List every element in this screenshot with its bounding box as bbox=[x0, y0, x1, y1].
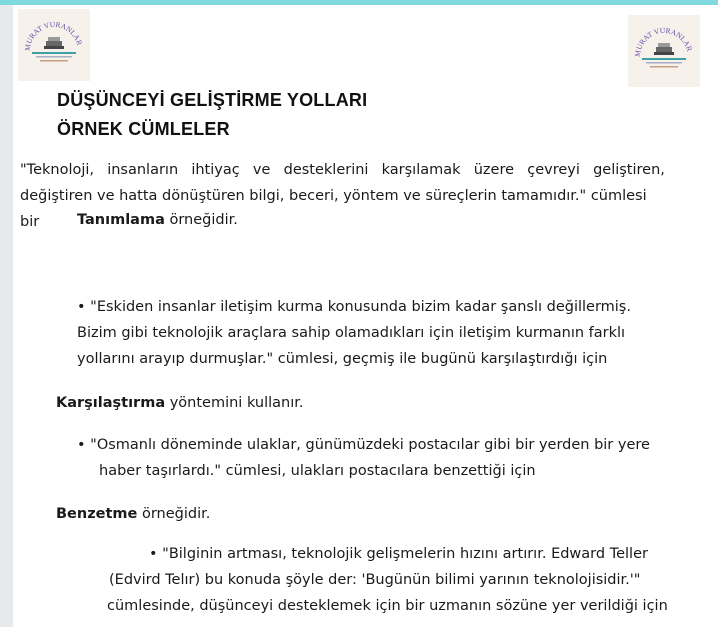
term-tanimlama: Tanımlama bbox=[77, 212, 165, 228]
p1-word: geliştiren, bbox=[593, 162, 665, 178]
p1-line-3 bbox=[77, 212, 238, 228]
logo-right bbox=[628, 15, 700, 87]
p1-word: insanların bbox=[107, 162, 179, 178]
heading-line-1: DÜŞÜNCEYİ GELİŞTİRME YOLLARI bbox=[57, 90, 368, 110]
heading-line-2: ÖRNEK CÜMLELER bbox=[57, 119, 230, 139]
p1-line-2: değiştiren ve hatta dönüştüren bilgi, beceri, yöntem ve süreçlerin tamamıdır." cümlesi bbox=[20, 188, 647, 204]
p1-line-3-start: bir bbox=[20, 214, 40, 230]
p1-word: "Teknoloji, bbox=[20, 162, 95, 178]
svg-text:MURAT VURANLAR: MURAT VURANLAR bbox=[632, 25, 695, 58]
logo-emblem-icon bbox=[22, 17, 86, 73]
document-page bbox=[13, 5, 718, 627]
p4-line-3: cümlesinde, düşünceyi desteklemek için bir uzmanın sözüne yer verildiği için bbox=[107, 598, 668, 614]
term-karsilastirma: Karşılaştırma bbox=[56, 395, 166, 411]
p1-result: örneğidir. bbox=[164, 212, 238, 228]
p1-line-1 bbox=[20, 162, 665, 178]
p3-line-2: haber taşırlardı." cümlesi, ulakları postacılara benzettiği için bbox=[99, 463, 536, 479]
svg-text:MURAT VURANLAR: MURAT VURANLAR bbox=[22, 19, 85, 52]
p1-word: üzere bbox=[473, 162, 515, 178]
p2-result: yöntemini kullanır. bbox=[165, 395, 304, 411]
p1-word: ihtiyaç bbox=[191, 162, 240, 178]
p1-word: desteklerini bbox=[283, 162, 369, 178]
p2-result-line bbox=[56, 395, 304, 411]
p1-word: ve bbox=[252, 162, 271, 178]
p3-result: örneğidir. bbox=[137, 506, 211, 522]
logo-left bbox=[18, 9, 90, 81]
p2-line-3: yollarını arayıp durmuşlar." cümlesi, geçmiş ile bugünü karşılaştırdığı için bbox=[77, 351, 608, 367]
logo-emblem-icon bbox=[632, 23, 696, 79]
term-benzetme: Benzetme bbox=[56, 506, 138, 522]
p3-result-line bbox=[56, 506, 210, 522]
p1-word: karşılamak bbox=[381, 162, 461, 178]
p4-line-2: (Edvird Telır) bu konuda şöyle der: 'Bugünün bilimi yarının teknolojisidir.'" bbox=[109, 572, 641, 588]
p2-line-1: • "Eskiden insanlar iletişim kurma konusunda bizim kadar şanslı değillermiş. bbox=[77, 299, 631, 315]
p2-line-2: Bizim gibi teknolojik araçlara sahip olamadıkları için iletişim kurmanın farklı bbox=[77, 325, 626, 341]
p4-line-1: • "Bilginin artması, teknolojik gelişmelerin hızını artırır. Edward Teller bbox=[149, 546, 648, 562]
p3-line-1: • "Osmanlı döneminde ulaklar, günümüzdeki postacılar gibi bir yerden bir yere bbox=[77, 437, 650, 453]
p1-word: çevreyi bbox=[527, 162, 580, 178]
